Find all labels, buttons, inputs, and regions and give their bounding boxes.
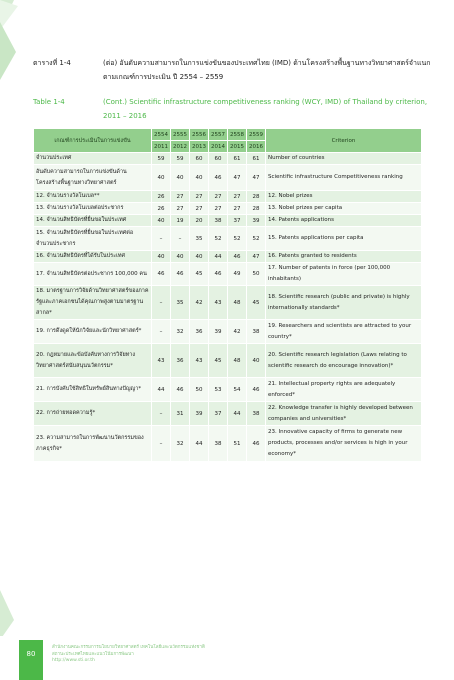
criterion-thai-cell: 22. การถ่ายทอดความรู้* [34,402,152,426]
rank-cell: 54 [228,378,247,402]
rank-cell: 47 [247,165,266,191]
rank-cell: 59 [171,153,190,165]
page-number: 80 [26,650,36,658]
rank-cell: 51 [228,426,247,462]
rank-cell: 52 [228,227,247,251]
rank-cell: 60 [190,153,209,165]
rank-cell: 37 [228,215,247,227]
rank-cell: 52 [209,227,228,251]
rank-cell: 26 [152,191,171,203]
rank-cell: 42 [228,320,247,344]
rank-cell: 27 [228,203,247,215]
rank-cell: 19 [171,215,190,227]
criterion-thai-cell: 14. จำนวนสิทธิบัตรที่ยื่นขอในประเทศ [34,215,152,227]
rank-cell: 27 [209,191,228,203]
footer-line-2: สถานะประเทศไทยและแนวโน้มการพัฒนา [52,651,134,657]
criterion-english-cell: 22. Knowledge transfer is highly developed between companies and universities* [266,402,422,426]
rank-cell: 27 [190,203,209,215]
year-en: 2015 [228,141,247,153]
rank-cell: 50 [190,378,209,402]
year-en: 2014 [209,141,228,153]
rank-cell: 50 [247,263,266,286]
rank-cell: 52 [247,227,266,251]
ranking-table [33,128,422,462]
year-th: 2554 [152,129,171,141]
year-th: 2557 [209,129,228,141]
rank-cell: 46 [171,378,190,402]
rank-cell: 42 [190,286,209,320]
rank-cell: 48 [228,344,247,378]
rank-cell: 27 [190,191,209,203]
rank-cell: 43 [209,286,228,320]
year-en: 2011 [152,141,171,153]
rank-cell: 60 [209,153,228,165]
criterion-english-cell: 17. Number of patents in force (per 100,000 inhabitants) [266,263,422,286]
rank-cell: 46 [247,378,266,402]
rank-cell: 38 [209,426,228,462]
rank-cell: 61 [247,153,266,165]
rank-cell: 38 [247,320,266,344]
rank-cell: 40 [152,215,171,227]
table-row [34,286,422,320]
rank-cell: 46 [152,263,171,286]
rank-cell: 32 [171,426,190,462]
rank-cell: 39 [247,215,266,227]
criterion-thai-cell: 15. จำนวนสิทธิบัตรที่ยื่นขอในประเทศต่อจำนวนประชากร [34,227,152,251]
rank-cell: 32 [171,320,190,344]
rank-cell: 39 [209,320,228,344]
criterion-thai-cell: อันดับความสามารถในการแข่งขันด้านโครงสร้างพื้นฐานทางวิทยาศาสตร์ [34,165,152,191]
criterion-english-cell: 21. Intellectual property rights are adequately enforced* [266,378,422,402]
rank-cell: 61 [228,153,247,165]
table-row [34,426,422,462]
criterion-thai-cell: 23. ความสามารถในการพัฒนานวัตกรรมของภาคธุรกิจ* [34,426,152,462]
criterion-english-cell: 20. Scientific research legislation (Laws relating to scientific research do encourage innovation)* [266,344,422,378]
rank-cell: 48 [228,286,247,320]
rank-cell: – [171,227,190,251]
rank-cell: 38 [209,215,228,227]
rank-cell: 46 [209,165,228,191]
table-caption-thai: (ต่อ) อันดับความสามารถในการแข่งขันของประเทศไทย (IMD) ด้านโครงสร้างพื้นฐานทางวิทยาศาสตร์จำแนกตามเกณฑ์การประเมิน ปี 2554 – 2559 [103,59,431,81]
rank-cell: 46 [228,251,247,263]
criterion-header: Criterion [266,129,422,153]
rank-cell: 36 [171,344,190,378]
rank-cell: 53 [209,378,228,402]
rank-cell: – [152,426,171,462]
rank-cell: 40 [152,165,171,191]
criterion-english-cell: 23. Innovative capacity of firms to generate new products, processes and/or services is high in your economy* [266,426,422,462]
footer-line-1: สำนักงานคณะกรรมการนโยบายวิทยาศาสตร์ เทคโนโลยีและนวัตกรรมแห่งชาติ [52,645,205,650]
rank-cell: 27 [171,203,190,215]
rank-cell: 36 [190,320,209,344]
rank-cell: 27 [228,191,247,203]
footer-line-3: http://www.sti.or.th [52,658,95,663]
rank-cell: – [152,286,171,320]
rank-cell: 40 [171,165,190,191]
year-th: 2555 [171,129,190,141]
criterion-english-cell: 13. Nobel prizes per capita [266,203,422,215]
criterion-english-cell: Scientific infrastructure Competitiveness ranking [266,165,422,191]
criterion-english-cell: 15. Patents applications per capita [266,227,422,251]
rank-cell: – [152,402,171,426]
table-row [34,344,422,378]
rank-cell: 44 [152,378,171,402]
rank-cell: 47 [228,165,247,191]
rank-cell: 27 [209,203,228,215]
rank-cell: 40 [190,251,209,263]
table-body [34,153,422,462]
rank-cell: 47 [247,251,266,263]
rank-cell: 28 [247,203,266,215]
header-row-years-th [34,129,422,141]
criterion-english-cell: 18. Scientific research (public and private) is highly internationally standards* [266,286,422,320]
footer-text [52,645,312,665]
criterion-thai-cell: 13. จำนวนรางวัลโนเบลต่อประชากร [34,203,152,215]
rank-cell: 20 [190,215,209,227]
criterion-thai-cell: 21. การบังคับใช้สิทธิในทรัพย์สินทางปัญญา* [34,378,152,402]
table-row [34,215,422,227]
table-number-thai: ตารางที่ 1-4 [33,59,71,67]
rank-cell: 46 [209,263,228,286]
criterion-english-cell: 12. Nobel prizes [266,191,422,203]
table-row [34,165,422,191]
table-row [34,378,422,402]
page-number-box [19,640,43,680]
criterion-english-cell: 19. Researchers and scientists are attracted to your country* [266,320,422,344]
table-row [34,320,422,344]
table-row [34,251,422,263]
criterion-english-cell: 16. Patents granted to residents [266,251,422,263]
rank-cell: 40 [190,165,209,191]
criterion-thai-cell: 19. การดึงดูดให้นักวิจัยและนักวิทยาศาสตร์* [34,320,152,344]
criterion-thai-cell: 20. กฎหมายและข้อบังคับทางการวิจัยทางวิทยาศาสตร์สนับสนุนนวัตกรรม* [34,344,152,378]
rank-cell: 38 [247,402,266,426]
year-en: 2012 [171,141,190,153]
rank-cell: 46 [171,263,190,286]
criterion-thai-cell: 17. จำนวนสิทธิบัตรต่อประชากร 100,000 คน [34,263,152,286]
rank-cell: 37 [209,402,228,426]
table-caption-english: (Cont.) Scientific infrastructure competitiveness ranking (WCY, IMD) of Thailand by criterion, 2011 – 2016 [103,98,428,120]
table-row [34,402,422,426]
year-th: 2556 [190,129,209,141]
criterion-thai-cell: 12. จำนวนรางวัลโนเบล** [34,191,152,203]
criterion-thai-cell: 18. มาตรฐานการวิจัยด้านวิทยาศาสตร์ของภาครัฐและภาคเอกชนได้คุณภาพสูงตามมาตรฐานสากล* [34,286,152,320]
rank-cell: 44 [209,251,228,263]
criterion-english-cell: Number of countries [266,153,422,165]
rank-cell: 28 [247,191,266,203]
table-row [34,191,422,203]
rank-cell: 40 [247,344,266,378]
rank-cell: 44 [228,402,247,426]
table-row [34,227,422,251]
year-th: 2558 [228,129,247,141]
rank-cell: – [152,320,171,344]
year-en: 2016 [247,141,266,153]
rank-cell: 45 [209,344,228,378]
rank-cell: 44 [190,426,209,462]
rank-cell: 45 [247,286,266,320]
rank-cell: 31 [171,402,190,426]
rank-cell: 35 [171,286,190,320]
table-row [34,153,422,165]
rank-cell: 43 [190,344,209,378]
criterion-thai-cell: จำนวนประเทศ [34,153,152,165]
rank-cell: 27 [171,191,190,203]
rank-cell: – [152,227,171,251]
criterion-english-cell: 14. Patents applications [266,215,422,227]
year-th: 2559 [247,129,266,141]
rank-cell: 45 [190,263,209,286]
rank-cell: 40 [152,251,171,263]
rank-cell: 26 [152,203,171,215]
rank-cell: 46 [247,426,266,462]
table-row [34,263,422,286]
rank-cell: 59 [152,153,171,165]
rank-cell: 43 [152,344,171,378]
criteria-thai-header: เกณฑ์การประเมินในการแข่งขัน [34,129,152,153]
rank-cell: 39 [190,402,209,426]
table-number-english: Table 1-4 [33,98,65,106]
year-en: 2013 [190,141,209,153]
rank-cell: 35 [190,227,209,251]
rank-cell: 49 [228,263,247,286]
rank-cell: 40 [171,251,190,263]
criterion-thai-cell: 16. จำนวนสิทธิบัตรที่ได้รับในประเทศ [34,251,152,263]
table-row [34,203,422,215]
